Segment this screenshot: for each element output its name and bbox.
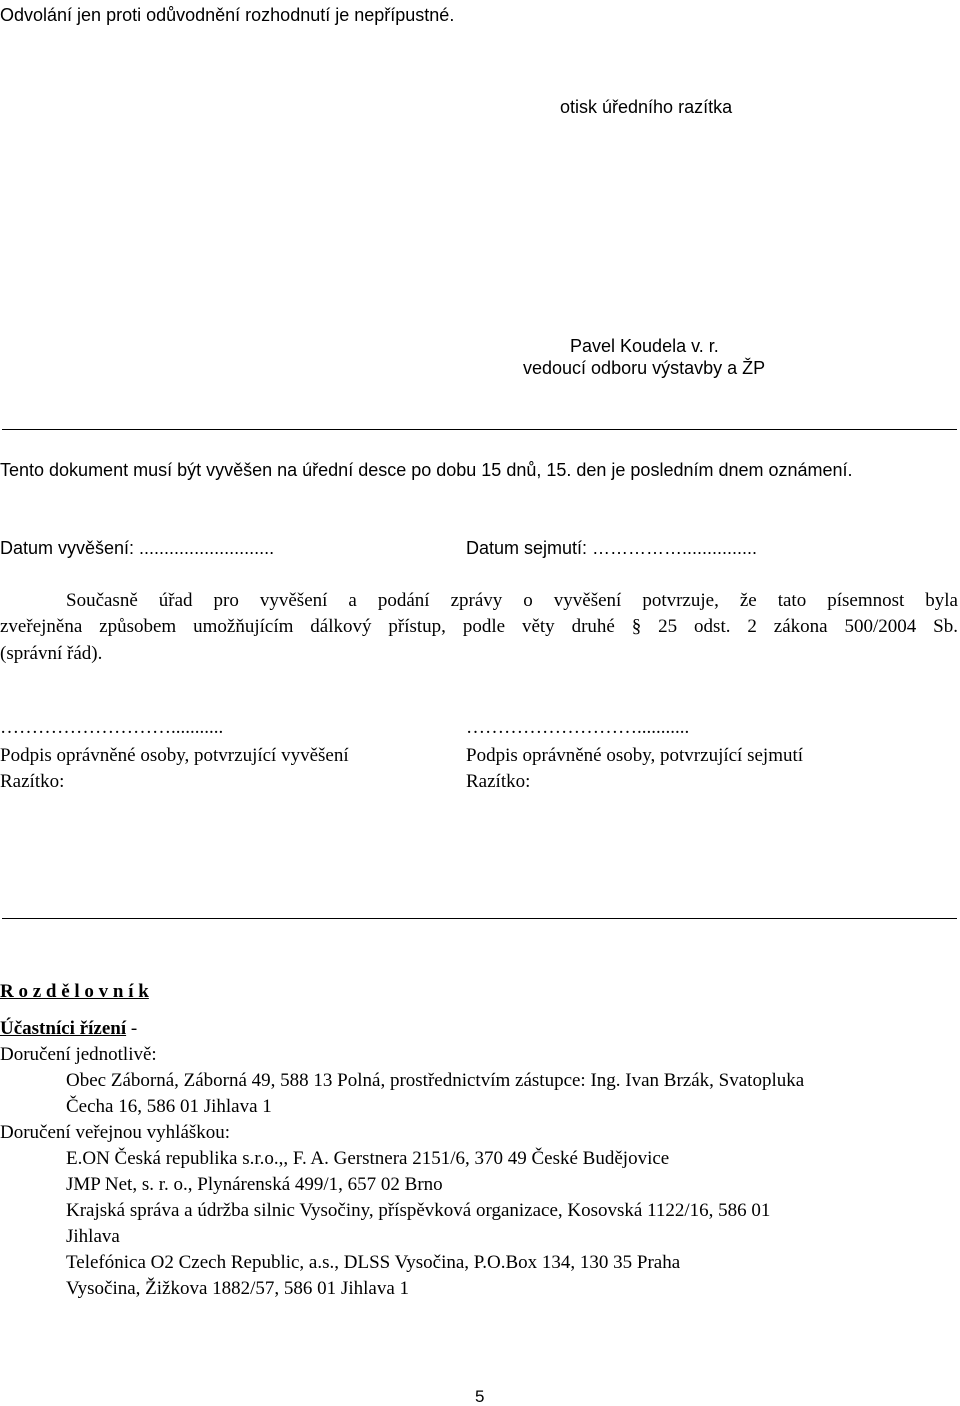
confirmation-line-3: (správní řád). (0, 643, 103, 664)
posted-date-field: Datum vyvěšení: ........................... (0, 538, 275, 558)
individual-recipient-line-1: Obec Záborná, Záborná 49, 588 13 Polná, prostřednictvím zástupce: Ing. Ivan Brzák, Svatopluka (66, 1070, 805, 1091)
public-recipient: E.ON Česká republika s.r.o.,, F. A. Gerstnera 2151/6, 370 49 České Budějovice (66, 1148, 670, 1169)
distribution-heading: R o z d ě l o v n í k (0, 981, 149, 1002)
individual-recipient-line-2: Čecha 16, 586 01 Jihlava 1 (66, 1096, 272, 1117)
divider-bottom (2, 918, 957, 919)
signature-label-posted: Podpis oprávněné osoby, potvrzující vyvěšení (0, 745, 349, 766)
public-recipient: Telefónica O2 Czech Republic, a.s., DLSS Vysočina, P.O.Box 134, 130 35 Praha (66, 1252, 681, 1273)
stamp-label-removed: Razítko: (466, 771, 531, 792)
public-recipient: Krajská správa a údržba silnic Vysočiny, příspěvková organizace, Kosovská 1122/16, 586 01 (66, 1200, 771, 1221)
signatory-position: vedoucí odboru výstavby a ŽP (523, 358, 766, 378)
public-delivery-label: Doručení veřejnou vyhláškou: (0, 1122, 231, 1143)
participants-line (0, 1019, 137, 1038)
participants-label: Účastníci řízení (0, 1018, 127, 1039)
signature-line-posted: ………………………........... (0, 717, 224, 738)
public-recipient: Vysočina, Žižkova 1882/57, 586 01 Jihlava 1 (66, 1278, 410, 1299)
signature-line-removed: ………………………........... (466, 717, 690, 738)
public-recipient: Jihlava (66, 1226, 120, 1247)
signature-label-removed: Podpis oprávněné osoby, potvrzující sejmutí (466, 745, 804, 766)
divider-top (2, 429, 957, 430)
participants-suffix: - (126, 1018, 138, 1039)
stamp-label-posted: Razítko: (0, 771, 65, 792)
page-number: 5 (475, 1387, 485, 1406)
posting-notice: Tento dokument musí být vyvěšen na úřední desce po dobu 15 dnů, 15. den je posledním dnem oznámení. (0, 460, 853, 480)
public-recipient: JMP Net, s. r. o., Plynárenská 499/1, 657 02 Brno (66, 1174, 443, 1195)
removed-date-field: Datum sejmutí: ……………............... (466, 538, 758, 558)
signatory-name: Pavel Koudela v. r. (570, 336, 719, 356)
appeal-note: Odvolání jen proti odůvodnění rozhodnutí je nepřípustné. (0, 5, 455, 25)
individual-delivery-label: Doručení jednotlivě: (0, 1044, 157, 1065)
stamp-note: otisk úředního razítka (560, 97, 733, 117)
confirmation-line-2: zveřejněna způsobem umožňujícím dálkový přístup, podle věty druhé § 25 odst. 2 zákona 500/2004 Sb. (0, 616, 958, 637)
confirmation-line-1: Současně úřad pro vyvěšení a podání zprávy o vyvěšení potvrzuje, že tato písemnost byla (66, 590, 958, 611)
